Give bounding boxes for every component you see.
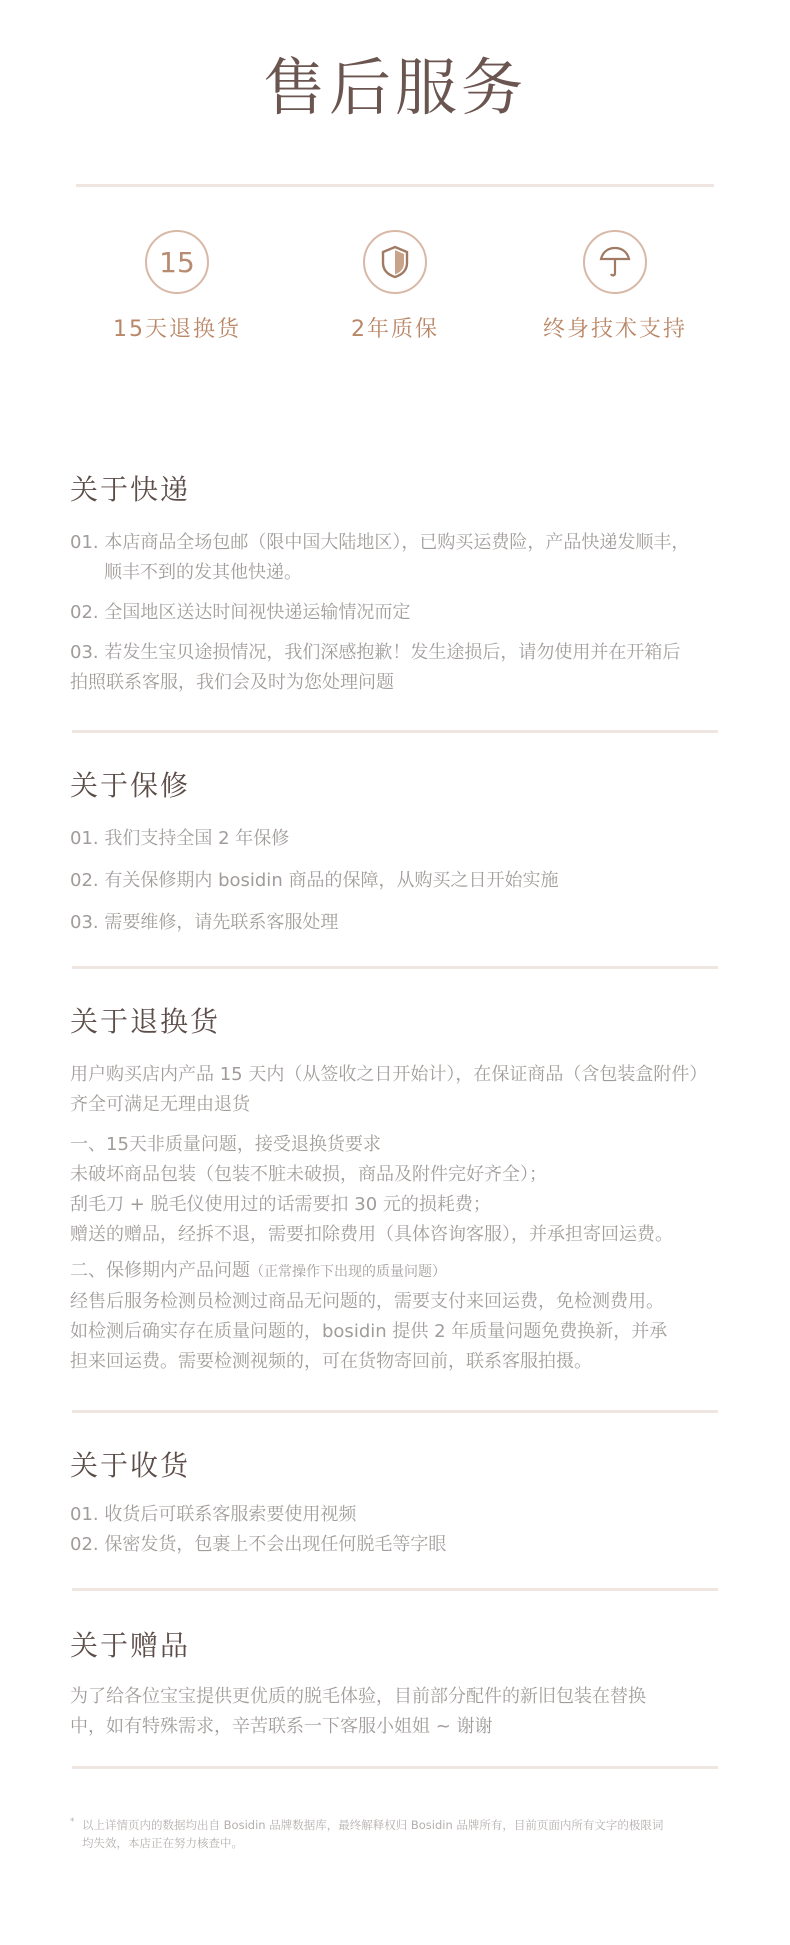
gifts-section	[70, 1628, 740, 1742]
receiving-section	[70, 1448, 740, 1560]
list-item: 一、15天非质量问题，接受退换货要求	[70, 1134, 381, 1155]
section-divider	[72, 1766, 718, 1769]
list-item: 顺丰不到的发其他快递。	[104, 562, 302, 583]
umbrella-icon	[583, 230, 647, 294]
feature-label: 15天退换货	[113, 317, 241, 342]
list-item	[70, 1256, 750, 1287]
delivery-section	[70, 472, 740, 698]
feature-label: 2年质保	[351, 317, 439, 342]
warranty-section	[70, 768, 740, 938]
number-15-glyph: 15	[159, 245, 195, 279]
page-title: 售后服务	[262, 51, 527, 124]
list-item: 02. 有关保修期内 bosidin 商品的保障，从购买之日开始实施	[70, 870, 559, 891]
list-item: 01. 收货后可联系客服索要使用视频	[70, 1504, 357, 1525]
feature-lifetime-support	[495, 230, 735, 343]
list-item: 为了给各位宝宝提供更优质的脱毛体验，目前部分配件的新旧包装在替换	[70, 1686, 646, 1707]
list-item: 01. 本店商品全场包邮（限中国大陆地区），已购买运费险，产品快递发顺丰，	[70, 532, 690, 553]
highlight-text: 齐全可满足无理由退货	[70, 1094, 250, 1115]
footnote-star: *	[70, 1817, 75, 1827]
feature-label: 终身技术支持	[542, 317, 687, 342]
list-item: 03. 需要维修，请先联系客服处理	[70, 912, 339, 933]
footnote-line: 以上详情页内的数据均出自 Bosidin 品牌数据库，最终解释权归 Bosidin 品牌所有，目前页面内所有文字的极限词	[82, 1818, 664, 1832]
list-item: 02. 保密发货，包裹上不会出现任何脱毛等字眼	[70, 1534, 447, 1555]
section-title: 关于赠品	[70, 1629, 191, 1662]
highlight-text: 用户购买店内产品 15 天内（从签收之日开始计），在保证商品（含包装盒附件）	[70, 1064, 708, 1085]
feature-2-year-warranty	[275, 230, 515, 343]
number-15-icon	[145, 230, 209, 294]
feature-15-day-return	[57, 230, 297, 343]
list-item: 03. 若发生宝贝途损情况，我们深感抱歉！发生途损后，请勿使用并在开箱后	[70, 642, 681, 663]
list-item: 刮毛刀 + 脱毛仪使用过的话需要扣 30 元的损耗费；	[70, 1194, 491, 1215]
list-item: 02. 全国地区送达时间视快递运输情况而定	[70, 602, 411, 623]
list-item: 未破坏商品包装（包装不脏未破损，商品及附件完好齐全）；	[70, 1164, 547, 1185]
section-divider	[72, 1410, 718, 1413]
footnote-line: 均失效，本店正在努力核查中。	[82, 1836, 243, 1850]
list-item: 经售后服务检测员检测过商品无问题的，需要支付来回运费，免检测费用。	[70, 1291, 664, 1312]
section-title: 关于收货	[70, 1449, 191, 1482]
returns-section	[70, 1004, 750, 1377]
section-title: 关于退换货	[70, 1005, 221, 1038]
service-features	[0, 230, 790, 350]
section-title: 关于快递	[70, 473, 191, 506]
section-divider	[72, 730, 718, 733]
list-item: 担来回运费。需要检测视频的，可在货物寄回前，联系客服拍摄。	[70, 1351, 592, 1372]
list-item: 01. 我们支持全国 2 年保修	[70, 828, 290, 849]
list-item: 中，如有特殊需求，辛苦联系一下客服小姐姐 ~ 谢谢	[70, 1716, 493, 1737]
section-divider	[72, 966, 718, 969]
list-item: 赠送的赠品，经拆不退，需要扣除费用（具体咨询客服），并承担寄回运费。	[70, 1224, 673, 1245]
list-item: 如检测后确实存在质量问题的，bosidin 提供 2 年质量问题免费换新，并承	[70, 1321, 668, 1342]
part2-title: 二、保修期内产品问题	[70, 1260, 250, 1281]
footnote	[70, 1816, 710, 1852]
part2-note: （正常操作下出现的质量问题）	[250, 1264, 446, 1280]
list-item: 拍照联系客服，我们会及时为您处理问题	[70, 672, 394, 693]
title-divider	[76, 184, 714, 187]
section-title: 关于保修	[70, 769, 191, 802]
section-divider	[72, 1588, 718, 1591]
shield-icon	[363, 230, 427, 294]
